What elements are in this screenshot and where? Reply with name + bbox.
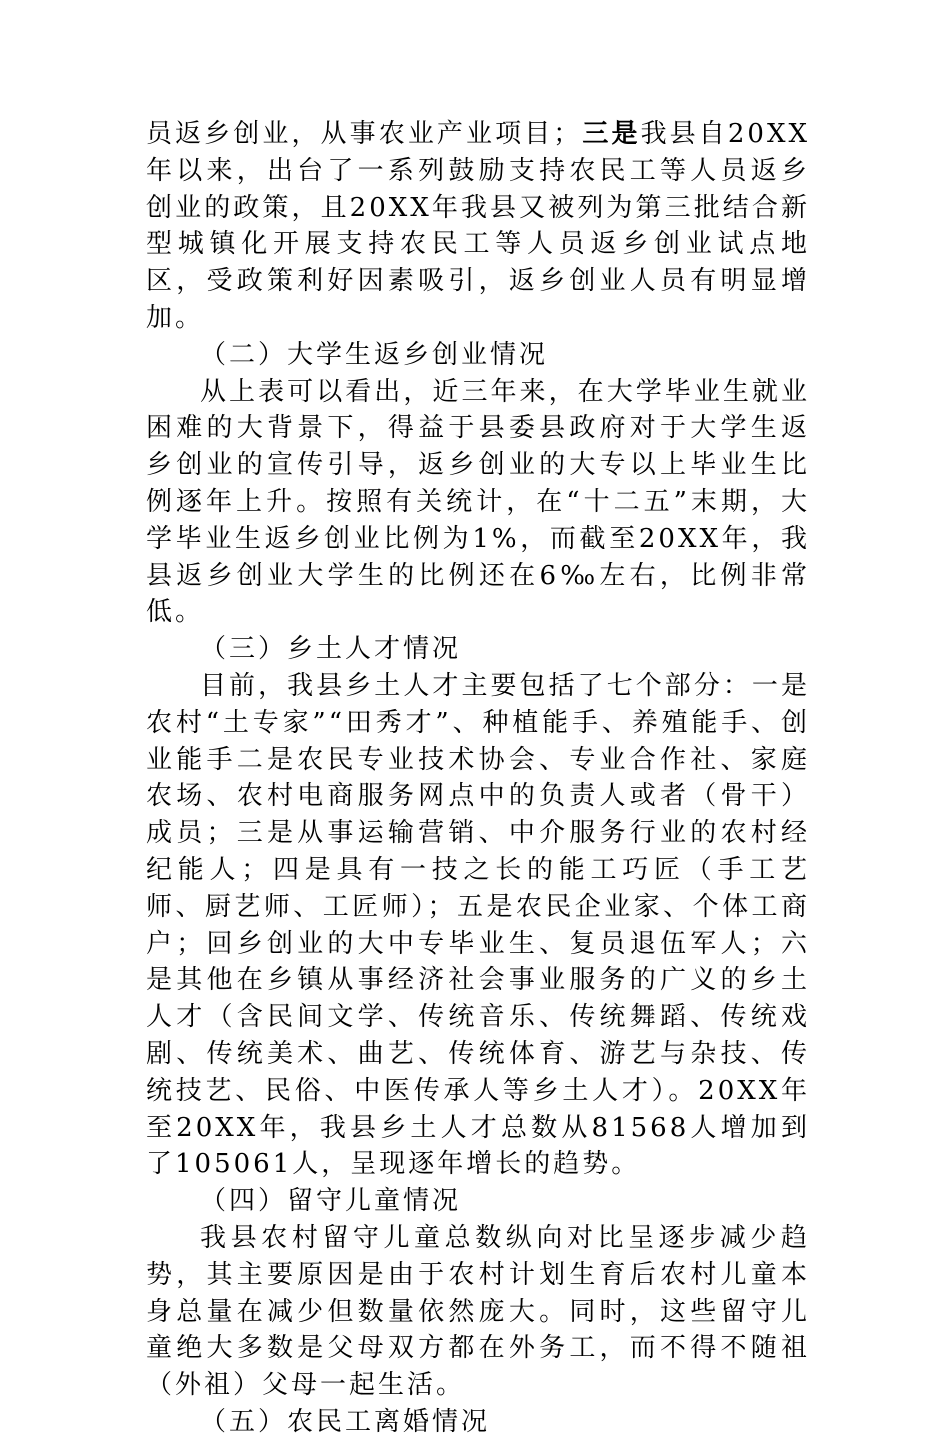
paragraph-local-talent: 目前，我县乡土人才主要包括了七个部分：一是农村“土专家”“田秀才”、种植能手、养殖能手、创业能手二是农民专业技术协会、专业合作社、家庭农场、农村电商服务网点中的负责人或者（骨干）成员；三是从事运输营销、中介服务行业的农村经纪能人；四是具有一技之长的能工巧匠（手工艺师、厨艺师、工匠师）；五是农民企业家、个体工商户；回乡创业的大中专毕业生、复员退伍军人；六是其他在乡镇从事经济社会事业服务的广义的乡土人才（含民间文学、传统音乐、传统舞蹈、传统戏剧、传统美术、曲艺、传统体育、游艺与杂技、传统技艺、民俗、中医传承人等乡土人才）。20XX年至20XX年，我县乡土人才总数从81568人增加到了105061人，呈现逐年增长的趋势。 <box>146 670 810 1180</box>
paragraph-graduates: 从上表可以看出，近三年来，在大学毕业生就业困难的大背景下，得益于县委县政府对于大学生返乡创业的宣传引导，返乡创业的大专以上毕业生比例逐年上升。按照有关统计，在“十二五”末期，大学毕业生返乡创业比例为1%，而截至20XX年，我县返乡创业大学生的比例还在6‰左右，比例非常低。 <box>146 376 810 628</box>
section-heading-2: （二）大学生返乡创业情况 <box>200 339 549 370</box>
paragraph-text: 我县自20XX年以来，出台了一系列鼓励支持农民工等人员返乡创业的政策，且20XX年我县又被列为第三批结合新型城镇化开展支持农民工等人员返乡创业试点地区，受政策利好因素吸引，返乡创业人员有明显增加。 <box>146 119 810 333</box>
section-heading-5: （五）农民工离婚情况 <box>200 1406 491 1437</box>
section-heading-4: （四）留守儿童情况 <box>200 1186 462 1217</box>
bold-keyword: 三是 <box>582 119 641 149</box>
paragraph-text: 员返乡创业，从事农业产业项目； <box>146 119 583 149</box>
section-heading-3: （三）乡土人才情况 <box>200 634 462 665</box>
paragraph-returnee-entrepreneurs <box>146 116 810 337</box>
paragraph-left-behind-children: 我县农村留守儿童总数纵向对比呈逐步减少趋势，其主要原因是由于农村计划生育后农村儿童本身总量在减少但数量依然庞大。同时，这些留守儿童绝大多数是父母双方都在外务工，而不得不随祖（外祖）父母一起生活。 <box>146 1222 810 1401</box>
